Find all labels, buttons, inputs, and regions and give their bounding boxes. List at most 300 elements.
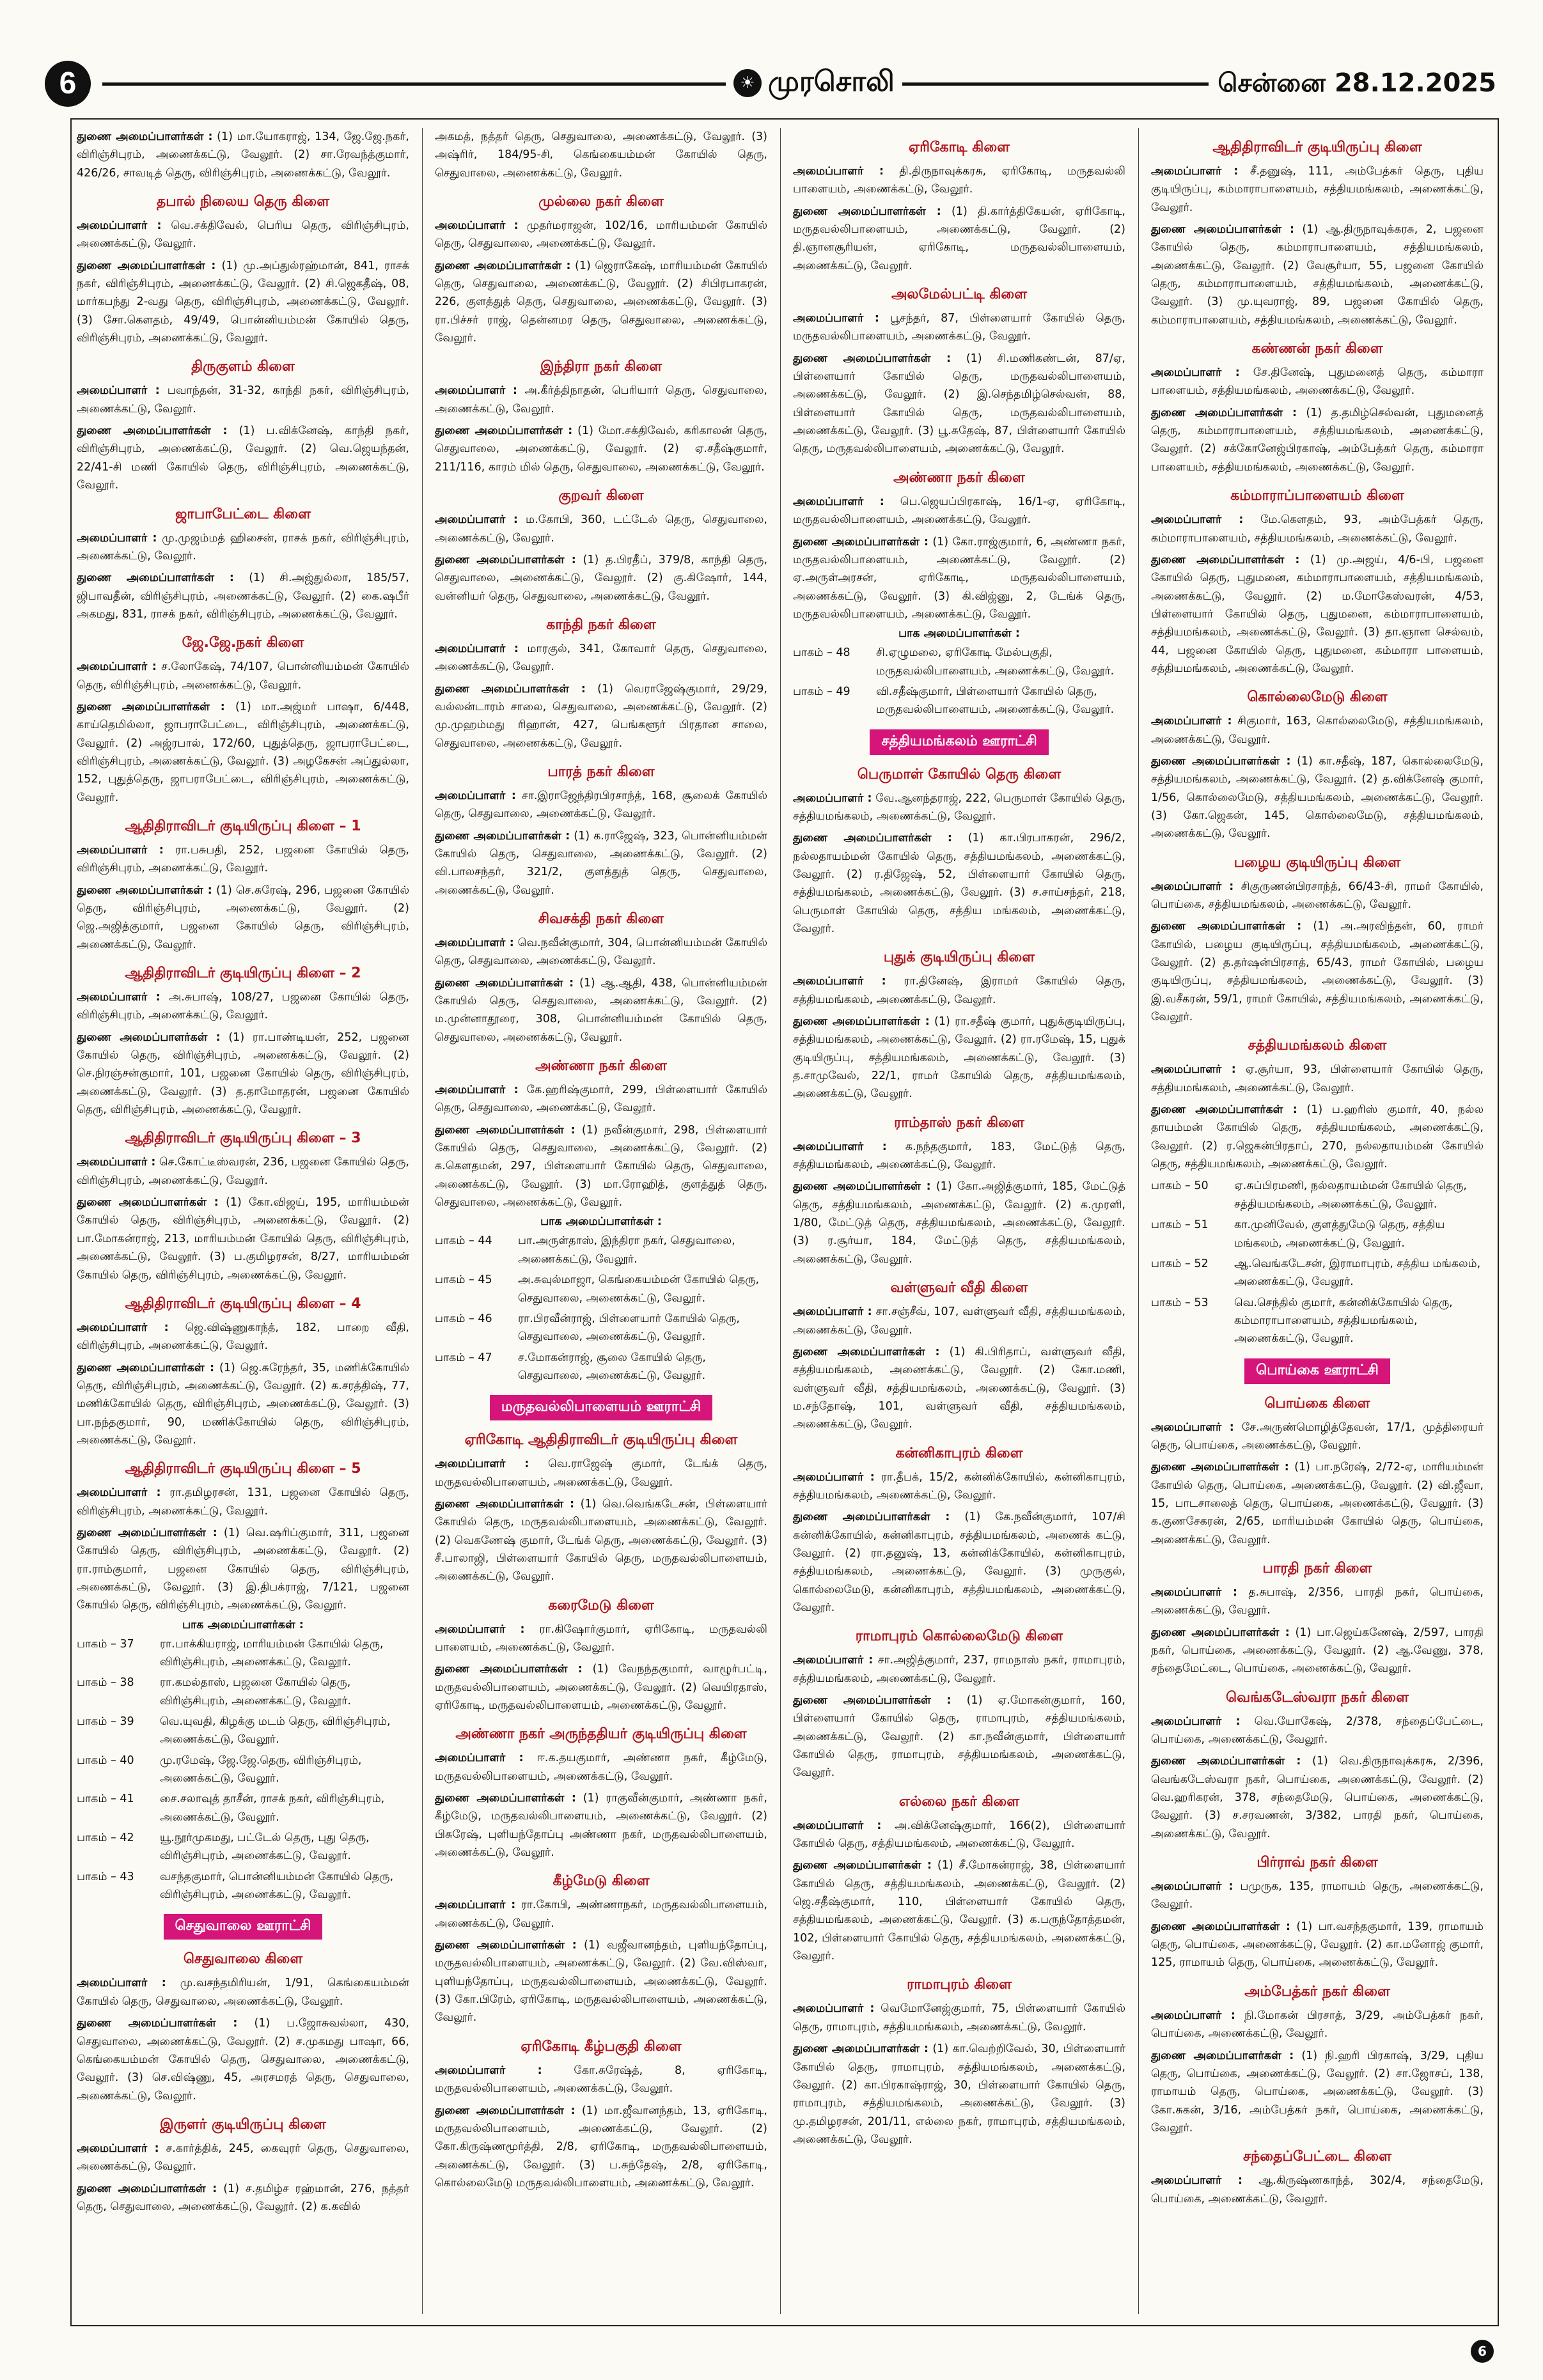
booth-number: பாகம் – 42 [77,1832,134,1845]
panchayat-banner: செதுவாலை ஊராட்சி [164,1914,323,1940]
member-details: சிகுருணன்பிரசாந்த், 66/43-சி, ராமர் கோயில், பொய்கை, சத்தியமங்கலம், அணைக்கட்டு, வேலூர். [1151,880,1484,911]
role-label: அமைப்பாளர் : [435,1622,525,1636]
role-label: துணை அமைப்பாளர்கள் : [1151,2049,1294,2062]
booth-row [77,1868,409,1904]
member-details: தி.திருநாவுக்கரசு, ஏரிகோடி, மருதவல்லி பாளையம், அணைக்கட்டு, வேலூர். [793,165,1125,196]
panchayat-banner: சத்தியமங்கலம் ஊராட்சி [870,729,1048,755]
booth-organiser: ரா.கமல்தாஸ், பஜனை கோயில் தெரு, விரிஞ்சிபுரம், அணைக்கட்டு, வேலூர். [160,1676,351,1707]
column-2 [435,128,767,2314]
member-details: (1) நி.ஹரி பிரகாஷ், 3/29, புதிய தெரு, பொய்கை, அணைக்கட்டு, வேலூர். (2) சா.ஜோசப், 138, ராமாயம் தெரு, பொய்கை, அணைக்கட்டு, வேலூர். (3) கோ.சுகன், 3/16, அம்பேத்கர் நகர், பொய்கை, அணைக்கட்டு, வேலூர். [1151,2049,1484,2135]
member-entry [77,841,409,878]
member-details: (1) வெ.வெங்கடேசன், பிள்ளையார் கோயில் தெரு, மருதவல்லிபாளையம், அணைக்கட்டு, வேலூர். (2) வெகணேஷ் குமார், டேங்க் தெரு, அணைக்கட்டு, வேலூர். (3) சீ.பாலாஜி, பிள்ளையார் கோயில் தெரு, மருதவல்லிபாளையம், அணைக்கட்டு, வேலூர். [435,1497,767,1583]
member-entry [435,787,767,823]
role-label: அமைப்பாளர் : [435,219,519,233]
member-details: (1) ஜெராகேஷ், மாரியம்மன் கோயில் தெரு, செதுவாலை, அணைக்கட்டு, வேலூர். (2) சிபிரபாகரன், 226, குளத்துத் தெரு, செதுவாலை, அணைக்கட்டு, வேலூர். (3) ரா.பிச்சர் ராஜ், தென்னமர தெரு, செதுவாலை, அணைக்கட்டு, வேலூர். [435,259,767,345]
member-entry [77,128,409,182]
role-label: அமைப்பாளர் : [435,1458,529,1471]
member-entry [793,1468,1125,1505]
booth-number: பாகம் – 37 [77,1637,134,1651]
booth-organiser: ரா.பாக்கியராஜ், மாரியம்மன் கோயில் தெரு, விரிஞ்சிபுரம், அணைக்கட்டு, வேலூர். [160,1637,384,1668]
member-details: (1) கோ.விஜய், 195, மாரியம்மன் கோயில் தெரு, விரிஞ்சிபுரம், அணைக்கட்டு, வேலூர். (2) பா.மோகன்ராஜ், 213, மாரியம்மன் கோயில் தெரு, விரிஞ்சிபுரம், அணைக்கட்டு, வேலூர். (3) ப.குமிழரசன், 8/27, மாரியம்மன் கோயில் தெரு, விரிஞ்சிபுரம், அணைக்கட்டு, வேலூர். [77,1196,409,1282]
member-entry [1151,1101,1484,1173]
member-entry [793,203,1125,275]
booth-section-heading: பாக அமைப்பாளர்கள் : [182,1618,304,1631]
member-entry [435,1896,767,1933]
branch-heading: சிவசக்தி நகர் கிளை [538,911,664,927]
member-entry [435,257,767,348]
booth-row [1151,1216,1484,1252]
member-entry [1151,2007,1484,2043]
member-details: (1) ராகுவீன்குமார், அண்ணா நகர், கீழ்மேடு, மருதவல்லிபாளையம், அணைக்கட்டு, வேலூர். (2) பிசுரேஷ், புளியந்தோப்பு அண்ணா நகர், மருதவல்லிபாளையம், அணைக்கட்டு, வேலூர். [435,1792,767,1860]
member-entry [793,1343,1125,1434]
member-details: வெமோனேஜ்குமார், 75, பிள்ளையார் கோயில் தெரு, ராமாபுரம், சத்தியமங்கலம், அணைக்கட்டு, வேலூர். [793,2002,1125,2034]
member-entry [793,2000,1125,2036]
member-details: (1) சி.அஜ்துல்லா, 185/57, ஜிபாவதீன், விரிஞ்சிபுரம், அணைக்கட்டு, வேலூர். (2) கை.ஷபீர் அகமது, 831, ராசக் நகர், விரிஞ்சிபுரம், அணைக்கட்டு, வேலூர். [77,572,409,621]
branch-heading: ஆதிதிராவிடர் குடியிருப்பு கிளை [1212,139,1422,155]
branch-heading: பொய்கை கிளை [1264,1395,1370,1412]
column-divider [422,128,423,2314]
member-entry [435,1789,767,1862]
booth-row [793,644,1125,680]
member-entry [435,2062,767,2098]
member-details: க.நந்தகுமார், 183, மேட்டுத் தெரு, சத்தியமங்கலம், அணைக்கட்டு, வேலூர். [793,1140,1125,1172]
branch-heading: ராமாபுரம் கொல்லைமேடு கிளை [855,1628,1063,1645]
role-label: துணை அமைப்பாளர்கள் : [793,1694,952,1707]
role-label: துணை அமைப்பாளர்கள் : [435,976,574,990]
member-details: (1) சி.மணிகண்டன், 87/ஏ, பிள்ளையார் கோயில் தெரு, மருதவல்லிபாளையம், அணைக்கட்டு, வேலூர். (2) இ.செந்தமிழ்செல்வன், 88, பிள்ளையார் கோயில் தெரு, மருதவல்லிபாளையம், அணைக்கட்டு, வேலூர். (3) பூ.சுதேஷ், 87, பிள்ளையார் கோயில் தெரு, மருதவல்லிபாளையம், அணைக்கட்டு, வேலூர். [793,352,1125,456]
member-entry [77,217,409,253]
role-label: அமைப்பாளர் : [435,642,519,655]
role-label: துணை அமைப்பாளர்கள் : [77,1196,219,1209]
role-label: அமைப்பாளர் : [77,1156,156,1169]
member-details: சே.தினேஷ், புதுமனைத் தெரு, கம்மாரா பாளையம், சத்தியமங்கலம், அணைக்கட்டு, வேலூர். [1151,366,1484,398]
branch-heading: இருளர் குடியிருப்பு கிளை [160,2116,326,2133]
branch-heading: கரைமேடு கிளை [548,1597,654,1614]
member-details: (1) ஜெ.சுரேந்தர், 35, மணிக்கோயில் தெரு, விரிஞ்சிபுரம், அணைக்கட்டு, வேலூர். (2) க.சரத்திஷ், 77, மணிக்கோயில் தெரு, விரிஞ்சிபுரம், அணைக்கட்டு, வேலூர். (3) பா.நந்தகுமார், 90, மணிக்கோயில் தெரு, விரிஞ்சிபுரம், அணைக்கட்டு, வேலூர். [77,1361,409,1447]
member-details: ரா.தமிழரசன், 131, பஜனை கோயில் தெரு, விரிஞ்சிபுரம், அணைக்கட்டு, வேலூர். [77,1486,409,1518]
role-label: அமைப்பாளர் : [793,165,884,178]
member-entry [793,1651,1125,1688]
booth-number: பாகம் – 47 [435,1351,492,1364]
role-label: அமைப்பாளர் : [77,384,160,398]
member-details: ஜெ.விஷ்ணுகாந்த், 182, பாறை வீதி, விரிஞ்சிபுரம், அணைக்கட்டு, வேலூர். [77,1321,409,1353]
booth-organiser: வெ.செந்தில் குமார், கன்னிக்கோயில் தெரு, கம்மாராபாளையம், சத்தியமங்கலம், அணைக்கட்டு, வேலூர். [1234,1296,1453,1346]
branch-heading: ஆதிதிராவிடர் குடியிருப்பு கிளை – 1 [125,818,361,834]
member-details: (1) கோ.அஜித்குமார், 185, மேட்டுத் தெரு, சத்தியமங்கலம், அணைக்கட்டு, வேலூர். (2) க.முரளி, 1/80, மேட்டுத் தெரு, சத்தியமங்கலம், அணைக்கட்டு, வேலூர். (3) ர.சூர்யா, 184, மேட்டுத் தெரு, சத்தியமங்கலம், அணைக்கட்டு, வேலூர். [793,1180,1125,1266]
member-entry [793,309,1125,346]
booth-row [77,1713,409,1749]
member-entry [793,493,1125,529]
member-entry [793,1856,1125,1965]
member-details: முதர்மராஜன், 102/16, மாரியம்மன் கோயில் தெரு, செதுவாலை, அணைக்கட்டு, வேலூர். [435,219,767,251]
member-entry [77,1524,409,1615]
booth-number: பாகம் – 43 [77,1870,134,1883]
role-label: துணை அமைப்பாளர்கள் : [77,1361,215,1374]
member-entry [77,988,409,1025]
booth-organiser: யூ.நூர்முகமது, பட்டேல் தெரு, புது தெரு, விரிஞ்சிபுரம், அணைக்கட்டு, வேலூர். [160,1832,370,1863]
branch-heading: காந்தி நகர் கிளை [546,616,656,633]
branch-heading: பழைய குடியிருப்பு கிளை [1234,854,1401,871]
member-details: (1) ஏ.மோகன்குமார், 160, பிள்ளையார் கோயில் தெரு, ராமாபுரம், சத்தியமங்கலம், அணைக்கட்டு, வேலூர். (2) கா.நவீன்குமார், பிள்ளையார் கோயில் தெரு, ராமாபுரம், சத்தியமங்கலம், அணைக்கட்டு, வேலூர். [793,1694,1125,1780]
member-details: ரா.தீபக், 15/2, கன்னிக்கோயில், கன்னிகாபுரம், சத்தியமங்கலம், அணைக்கட்டு, வேலூர். [793,1470,1125,1502]
role-label: அமைப்பாளர் : [77,1977,166,1990]
booth-number: பாகம் – 40 [77,1754,134,1767]
member-details: வெ.நவீன்குமார், 304, பொன்னியம்மன் கோயில் தெரு, செதுவாலை, அணைக்கட்டு, வேலூர். [435,937,767,968]
booth-organiser: கா.முனிவேல், குளத்துமேடு தெரு, சத்திய மங்கலம், அணைக்கட்டு, வேலூர். [1234,1218,1445,1250]
member-details: சே.அருண்மொழித்தேவன், 17/1, முத்திரையர் தெரு, பொய்கை, அணைக்கட்டு, வேலூர். [1151,1420,1484,1452]
branch-heading: பெருமாள் கோயில் தெரு கிளை [857,766,1061,782]
member-details: (1) பா.வசந்தகுமார், 139, ராமாயம் தெரு, பொய்கை, அணைக்கட்டு, வேலூர். (2) கா.மனோஜ் குமார், 125, ராமாயம் தெரு, பொய்கை, அணைக்கட்டு, வேலூர். [1151,1920,1484,1970]
member-entry [793,1178,1125,1268]
role-label: அமைப்பாளர் : [1151,1585,1238,1599]
member-details: ம.கோபி, 360, டட்டேல் தெரு, செதுவாலை, அணைக்கட்டு, வேலூர். [435,513,767,545]
booth-row [435,1232,767,1268]
member-details: ச.கார்த்திக், 245, கைவுரர் தெரு, செதுவாலை, அணைக்கட்டு, வேலூர். [77,2142,409,2174]
member-entry [1151,1419,1484,1455]
booth-organiser: சி.ஏழுமலை, ஏரிகோடி மேல்பகுதி, மருதவல்லிபாளையம், அணைக்கட்டு, வேலூர். [876,646,1115,678]
member-entry [435,1749,767,1785]
role-label: அமைப்பாளர் : [1151,165,1239,178]
member-details: (1) ஆ.ஆதி, 438, பொன்னியம்மன் கோயில் தெரு, செதுவாலை, அணைக்கட்டு, வேலூர். (2) ம.முன்னாதூரை, 308, பொன்னியம்மன் கோயில் தெரு, செதுவாலை, அணைக்கட்டு, வேலூர். [435,976,767,1044]
member-details: (1) நவீன்குமார், 298, பிள்ளையார் கோயில் தெரு, செதுவாலை, அணைக்கட்டு, வேலூர். (2) க.கௌதமன், 297, பிள்ளையார் கோயில் தெரு, செதுவாலை, அணைக்கட்டு, வேலூர். (3) மா.ரோஹித், குளத்துத் தெரு, செதுவாலை, அணைக்கட்டு, வேலூர். [435,1123,767,1209]
branch-heading: கீழ்மேடு கிளை [552,1873,650,1890]
role-label: அமைப்பாளர் : [1151,1880,1234,1894]
role-label: அமைப்பாளர் : [77,660,157,674]
member-details: ரா.கிஷோர்குமார், ஏரிகோடி, மருதவல்லி பாளையம், அணைக்கட்டு, வேலூர். [435,1622,767,1654]
member-details: (1) தி.கார்த்திகேயன், ஏரிகோடி, மருதவல்லிபாளையம், அணைக்கட்டு, வேலூர். (2) தி.ஞானசூரியன், ஏரிகோடி, மருதவல்லிபாளையம், அணைக்கட்டு, வேலூர். [793,205,1125,272]
member-details: (1) அ.அரவிந்தன், 60, ராமர் கோயில், பழைய குடியிருப்பு, சத்தியமங்கலம், அணைக்கட்டு, வேலூர். (2) த.தர்ஷன்பிரசாத், 65/43, ராமர் கோயில், பழைய குடியிருப்பு, சத்தியமங்கலம், அணைக்கட்டு, வேலூர். (3) இ.வசீகரன், 59/1, ராமர் கோயில், சத்தியமங்கலம், அணைக்கட்டு, வேலூர். [1151,920,1484,1024]
member-details: (1) வஜீவானந்தம், புளியந்தோப்பு, மருதவல்லிபாளையம், அணைக்கட்டு, வேலூர். (2) வே.விஸ்வா, புளியந்தோப்பு, மருதவல்லிபாளையம், அணைக்கட்டு, வேலூர். (3) கோ.பிரேம், ஏரிகோடி, மருதவல்லிபாளையம், அணைக்கட்டு, வேலூர். [435,1939,767,2025]
member-details: சா.சஞ்சீவ், 107, வள்ளுவர் வீதி, சத்தியமங்கலம், அணைக்கட்டு, வேலூர். [793,1305,1125,1337]
branch-heading: ஜே.ஜே.நகர் கிளை [182,635,304,651]
member-entry [1151,221,1484,329]
member-entry [1151,511,1484,547]
role-label: துணை அமைப்பாளர்கள் : [793,1859,932,1872]
member-entry [1151,1061,1484,1097]
member-entry [793,350,1125,458]
member-details: மு.முஜம்மத் ஹிசைன், ராசக் நகர், விரிஞ்சிபுரம், அணைக்கட்டு, வேலூர். [77,531,409,563]
booth-organiser: வி.சதீஷ்குமார், பிள்ளையார் கோயில் தெரு, மருதவல்லிபாளையம், அணைக்கட்டு, வேலூர். [876,685,1115,717]
member-entry [1151,1624,1484,1678]
member-details: (1) த.தமிழ்செல்வன், புதுமனைத் தெரு, கம்மாராபாளையம், சத்தியமங்கலம், அணைக்கட்டு, வேலூர். (2) சக்கோனேஜ்பிரகாஷ், அம்பேத்கர் தெரு, கம்மாரா பாளையம், சத்தியமங்கலம், அணைக்கட்டு, வேலூர். [1151,406,1484,474]
booth-organiser: அ.சுவுல்மாஜா, கெங்கையம்மன் கோயில் தெரு, செதுவாலை, அணைக்கட்டு, வேலூர். [518,1273,760,1305]
member-entry [793,829,1125,938]
role-label: அமைப்பாளர் : [1151,513,1244,527]
role-label: அமைப்பாளர் : [77,1486,161,1500]
member-details: நி.மோகன் பிரசாத், 3/29, அம்பேத்கர் நகர், பொய்கை, அணைக்கட்டு, வேலூர். [1151,2009,1484,2041]
member-entry [793,789,1125,826]
member-details: செ.கோட்டீஸ்வரன், 236, பஜனை கோயில் தெரு, விரிஞ்சிபுரம், அணைக்கட்டு, வேலூர். [77,1156,409,1187]
member-details: பூசந்தர், 87, பிள்ளையார் கோயில் தெரு, மருதவல்லிபாளையம், அணைக்கட்டு, வேலூர். [793,312,1125,343]
member-details: ரா.தினேஷ், இராமர் கோயில் தெரு, சத்தியமங்கலம், அணைக்கட்டு, வேலூர். [793,975,1125,1006]
branch-heading: வெங்கடேஸ்வரா நகர் கிளை [1226,1689,1409,1706]
member-entry [435,217,767,253]
role-label: துணை அமைப்பாளர்கள் : [435,2104,576,2117]
member-details: அ.சுபாஷ், 108/27, பஜனை கோயில் தெரு, விரிஞ்சிபுரம், அணைக்கட்டு, வேலூர். [77,991,409,1022]
branch-heading: சந்தைப்பேட்டை கிளை [1243,2149,1391,2165]
booth-number: பாகம் – 41 [77,1793,134,1806]
member-entry [1151,162,1484,217]
role-label: அமைப்பாளர் : [793,1819,882,1832]
role-label: அமைப்பாளர் : [435,937,514,949]
booth-number: பாகம் – 51 [1151,1218,1209,1232]
member-entry [1151,1583,1484,1620]
member-entry [77,1319,409,1355]
role-label: அமைப்பாளர் : [435,2064,542,2077]
booth-number: பாகம் – 52 [1151,1257,1209,1270]
member-details: (1) மு.அஜய், 4/6-பி, பஜனை கோயில் தெரு, புதுமனை, கம்மாராபாளையம், சத்தியமங்கலம், அணைக்கட்டு, வேலூர். (2) ம.மோகேஸ்வரன், 4/53, பிள்ளையார் கோயில் தெரு, புதுமனை, கம்மாராபாளையம், சத்தியமங்கலம், அணைக்கட்டு, வேலூர். (3) தா.ஞான செல்வம், 44, பஜனை கோயில் தெரு, புதுமனை, கம்மாரா பாளையம், சத்தியமங்கலம், அணைக்கட்டு, வேலூர். [1151,553,1484,675]
branch-heading: அலமேல்பட்டி கிளை [891,286,1028,303]
member-entry [77,1029,409,1119]
booth-section-heading: பாக அமைப்பாளர்கள் : [540,1215,662,1229]
member-entry [77,529,409,566]
column-3 [793,128,1125,2314]
member-entry [77,698,409,807]
member-entry [77,382,409,418]
branch-heading: கன்னிகாபுரம் கிளை [895,1445,1023,1461]
role-label: துணை அமைப்பாளர்கள் : [435,1663,583,1676]
role-label: துணை அமைப்பாளர்கள் : [793,1345,940,1358]
member-details: (1) மு.அப்துல்ரஹ்மான், 841, ராசக் நகர், விரிஞ்சிபுரம், அணைக்கட்டு, வேலூர். (2) சி.ஜெகதீஷ், 08, மார்கபந்து 2-வது தெரு, விரிஞ்சிபுரம், அணைக்கட்டு, வேலூர். (3) சோ.கௌதம், 49/49, பொன்னியம்மன் கோயில் தெரு, விரிஞ்சிபுரம், அணைக்கட்டு, வேலூர். [77,259,409,345]
column-1 [77,128,409,2314]
page-number-badge: 6 [45,61,91,107]
branch-heading: இந்திரா நகர் கிளை [540,359,662,375]
member-details: சீ.தனுஷ், 111, அம்பேத்கர் தெரு, புதிய குடியிருப்பு, கம்மாராபாளையம், சத்தியமங்கலம், அணைக்கட்டு, வேலூர். [1151,165,1484,214]
booth-row [435,1310,767,1346]
role-label: அமைப்பாளர் : [793,1305,872,1319]
booth-organiser: பா.அருள்தாஸ், இந்திரா நகர், செதுவாலை, அணைக்கட்டு, வேலூர். [518,1234,735,1266]
member-details: (1) க.ராஜேஷ், 323, பொன்னியம்மன் கோயில் தெரு, செதுவாலை, அணைக்கட்டு, வேலூர். (2) வி.பாலசந்தர், 321/2, குளத்துத் தெரு, செதுவாலை, அணைக்கட்டு, வேலூர். [435,829,767,897]
member-entry [1151,364,1484,400]
role-label: துணை அமைப்பாளர்கள் : [435,553,576,566]
member-details: (1) ச.தமிழ்ச ரஹ்மான், 276, நத்தர் தெரு, செதுவாலை, அணைக்கட்டு, வேலூர். (2) க.கவில் [77,2182,409,2213]
member-entry [77,422,409,494]
booth-organiser: ரா.பிரவீன்ராஜ், பிள்ளையார் கோயில் தெரு, செதுவாலை, அணைக்கட்டு, வேலூர். [518,1312,740,1344]
role-label: அமைப்பாளர் : [77,1321,169,1334]
booth-row [435,1349,767,1385]
member-entry [1151,404,1484,476]
panchayat-banner: பொய்கை ஊராட்சி [1244,1358,1390,1384]
role-label: துணை அமைப்பாளர்கள் : [435,682,586,696]
footer-page-number: 6 [1471,2340,1494,2363]
member-details: (1) மோ.சக்திவேல், கரிகாலன் தெரு, செதுவாலை, அணைக்கட்டு, வேலூர். (2) ஏ.சதீஷ்குமார், 211/116, காரம் மில் தெரு, செதுவாலை, அணைக்கட்டு, வேலூர். [435,424,767,474]
member-entry [77,2140,409,2176]
role-label: துணை அமைப்பாளர்கள் : [77,1526,217,1539]
member-entry [435,382,767,418]
booth-number: பாகம் – 45 [435,1273,492,1287]
branch-heading: முல்லை நகர் கிளை [538,194,664,210]
booth-row [77,1752,409,1788]
booth-row [1151,1294,1484,1348]
branch-heading: கம்மாராப்பாளையம் கிளை [1230,488,1404,504]
booth-row [77,1790,409,1826]
role-label: அமைப்பாளர் : [1151,2009,1235,2022]
member-details: ச.லோகேஷ், 74/107, பொன்னியம்மன் கோயில் தெரு, விரிஞ்சிபுரம், அணைக்கட்டு, வேலூர். [77,660,409,692]
member-entry [435,128,767,182]
member-details: பமுருக, 135, ராமாயம் தெரு, அணைக்கட்டு, வேலூர். [1151,1880,1484,1911]
member-entry [1151,1458,1484,1549]
branch-heading: ஏரிகோடி கீழ்பகுதி கிளை [521,2038,682,2055]
branch-heading: பாரத் நகர் கிளை [547,763,655,780]
role-label: அமைப்பாளர் : [77,843,164,857]
member-entry [1151,1752,1484,1843]
member-entry [793,1303,1125,1339]
member-details: (1) வெ.திருநாவுக்கரசு, 2/396, வெங்கடேஸ்வரா நகர், பொய்கை, அணைக்கட்டு, வேலூர். (2) வெ.ஹரிகரன், 378, சந்தைமேடு, பொய்கை, அணைக்கட்டு, வேலூர். (3) ச.சரவணன், 3/382, பாரதி நகர், பொய்கை, அணைக்கட்டு, வேலூர். [1151,1755,1484,1840]
member-entry [1151,878,1484,914]
member-entry [77,569,409,623]
branch-heading: அண்ணா நகர் கிளை [893,469,1025,486]
role-label: துணை அமைப்பாளர்கள் : [793,1015,930,1029]
masthead-logo [726,61,902,105]
member-entry [77,1153,409,1190]
role-label: துணை அமைப்பாளர்கள் : [1151,1626,1290,1639]
branch-heading: ஏரிகோடி கிளை [908,139,1010,155]
role-label: அமைப்பாளர் : [1151,366,1240,380]
member-entry [435,1081,767,1117]
booth-organiser: வெ.யுவதி, கிழக்கு மடம் தெரு, விரிஞ்சிபுரம், அணைக்கட்டு, வேலூர். [160,1715,391,1746]
branch-heading: ஆதிதிராவிடர் குடியிருப்பு கிளை – 3 [125,1130,361,1147]
sun-emblem-icon: ☀ [733,69,762,97]
branch-heading: கண்ணன் நகர் கிளை [1251,341,1383,357]
member-details: அ.கீர்த்திநாதன், பெரியார் தெரு, செதுவாலை, அணைக்கட்டு, வேலூர். [435,384,767,416]
dateline: சென்னை 28.12.2025 [1209,61,1496,105]
role-label: அமைப்பாளர் : [435,1084,519,1097]
member-entry [793,1013,1125,1103]
member-details: (1) கா.சதீஷ், 187, கொல்லைமேடு, சத்தியமங்கலம், அணைக்கட்டு, வேலூர். (2) த.விக்னேஷ் குமார், 1/56, கொல்லைமேடு, சத்தியமங்கலம், அணைக்கட்டு, வேலூர். (3) கோ.ஜெகன், 145, கொல்லைமேடு, சத்தியமங்கலம், அணைக்கட்டு, வேலூர். [1151,754,1484,841]
panchayat-banner: மருதவல்லிபாளையம் ஊராட்சி [490,1395,712,1420]
member-entry [793,1138,1125,1174]
member-entry [435,974,767,1046]
role-label: அமைப்பாளர் : [793,975,886,988]
member-details: (1) வெ.ஷரிப்குமார், 311, பஜனை கோயில் தெரு, விரிஞ்சிபுரம், அணைக்கட்டு, வேலூர். (2) ரா.ராம்குமார், பஜனை கோயில் தெரு, விரிஞ்சிபுரம், அணைக்கட்டு, வேலூர். (3) இ.திபக்ராஜ், 7/121, பஜனை கோயில் தெரு, விரிஞ்சிபுரம், அணைக்கட்டு, வேலூர். [77,1526,409,1612]
role-label: அமைப்பாளர் : [793,1470,875,1484]
member-entry [435,680,767,752]
member-details: ஏ.சூர்யா, 93, பிள்ளையார் கோயில் தெரு, சத்தியமங்கலம், அணைக்கட்டு, வேலூர். [1151,1063,1484,1094]
member-details: பெ.ஜெயப்பிரகாஷ், 16/1-ஏ, ஏரிகோடி, மருதவல்லிபாளையம், அணைக்கட்டு, வேலூர். [793,495,1125,527]
member-entry [793,2040,1125,2149]
role-label: துணை அமைப்பாளர்கள் : [77,883,212,897]
role-label: அமைப்பாளர் : [77,219,162,233]
role-label: துணை அமைப்பாளர்கள் : [435,829,570,843]
member-entry [1151,1918,1484,1972]
role-label: துணை அமைப்பாளர்கள் : [435,259,571,272]
member-entry [1151,1713,1484,1749]
member-details: (1) கே.நவீன்குமார், 107/சி கன்னிக்கோயில், கன்னிகாபுரம், சத்தியமங்கலம், அணைக் கட்டு, வேலூர். (2) ரா.தனுஷ், 13, கன்னிக்கோயில், கன்னிகாபுரம், சத்தியமங்கலம், அணைக்கட்டு, வேலூர். (3) முருகுல், கொல்லைமேடு, கன்னிகாபுரம், சத்தியமங்கலம், அணைக்கட்டு, வேலூர். [793,1511,1125,1614]
role-label: துணை அமைப்பாளர்கள் : [435,1123,576,1137]
booth-section-heading: பாக அமைப்பாளர்கள் : [898,627,1020,641]
member-entry [793,972,1125,1009]
booth-number: பாகம் – 53 [1151,1296,1209,1309]
branch-heading: திருகுளம் கிளை [191,359,295,375]
booth-number: பாகம் – 44 [435,1234,492,1248]
role-label: துணை அமைப்பாளர்கள் : [435,1792,576,1805]
booth-row [435,1271,767,1307]
role-label: துணை அமைப்பாளர்கள் : [77,572,234,585]
booth-number: பாகம் – 46 [435,1312,492,1325]
member-details: (1) மா.யோகராஜ், 134, ஜே.ஜே.நகர், விரிஞ்சிபுரம், அணைக்கட்டு, வேலூர். (2) சா.ரேவந்த்குமார், 426/26, சாவடித் தெரு, விரிஞ்சிபுரம், அணைக்கட்டு, வேலூர். [77,130,409,180]
role-label: அமைப்பாளர் : [435,1752,524,1765]
branch-heading: வள்ளுவர் வீதி கிளை [890,1280,1028,1296]
booth-row [77,1829,409,1865]
branch-heading: தபால் நிலைய தெரு கிளை [156,194,330,210]
role-label: துணை அமைப்பாளர்கள் : [77,259,216,272]
branch-heading: ஆதிதிராவிடர் குடியிருப்பு கிளை – 2 [125,965,361,982]
role-label: அமைப்பாளர் : [77,531,157,545]
member-entry [793,162,1125,199]
member-entry [435,2102,767,2193]
role-label: துணை அமைப்பாளர்கள் : [77,2017,238,2030]
member-entry [77,1974,409,2011]
member-details: (1) பா.நரேஷ், 2/72-ஏ, மாரியம்மன் கோயில் தெரு, பொய்கை, அணைக்கட்டு, வேலூர். (2) வி.ஜீவா, 15, பாடசாலைத் தெரு, பொய்கை, அணைக்கட்டு, வேலூர். (3) க.குணசேகரன், 2/65, மாரியம்மன் கோயில் தெரு, பொய்கை, அணைக்கட்டு, வேலூர். [1151,1461,1484,1546]
booth-organiser: மு.ரமேஷ், ஜே.ஜே.தெரு, விரிஞ்சிபுரம், அணைக்கட்டு, வேலூர். [160,1754,362,1785]
branch-heading: ஜாபாபேட்டை கிளை [175,506,311,522]
branch-heading: குறவர் கிளை [558,488,644,504]
member-entry [435,1121,767,1212]
member-details: அகமத், நத்தர் தெரு, செதுவாலை, அணைக்கட்டு, வேலூர். (3) அஷ்ரிர், 184/95-சி, கெங்கையம்மன் கோயில் தெரு, செதுவாலை, அணைக்கட்டு, வேலூர். [435,130,767,180]
booth-row [1151,1177,1484,1213]
booth-organiser: வசந்தகுமார், பொன்னியம்மன் கோயில் தெரு, விரிஞ்சிபுரம், அணைக்கட்டு, வேலூர். [160,1870,394,1902]
member-entry [793,533,1125,624]
branch-heading: ஆதிதிராவிடர் குடியிருப்பு கிளை – 5 [125,1461,361,1477]
role-label: துணை அமைப்பாளர்கள் : [1151,1461,1289,1474]
role-label: அமைப்பாளர் : [793,791,872,805]
member-details: சிகுமார், 163, கொல்லைமேடு, சத்தியமங்கலம், அணைக்கட்டு, வேலூர். [1151,715,1484,746]
member-details: (1) வேநந்தகுமார், வாழூர்பட்டி, மருதவல்லிபாளையம், அணைக்கட்டு, வேலூர். (2) வெயிரதாஸ், ஏரிகோடி, மருதவல்லிபாளையம், அணைக்கட்டு, வேலூர். [435,1663,767,1712]
branch-heading: ஏரிகோடி ஆதிதிராவிடர் குடியிருப்பு கிளை [464,1432,738,1449]
role-label: அமைப்பாளர் : [793,1140,887,1153]
role-label: துணை அமைப்பாளர்கள் : [1151,920,1302,933]
role-label: துணை அமைப்பாளர்கள் : [77,700,225,713]
booth-number: பாகம் – 38 [77,1676,134,1690]
role-label: அமைப்பாளர் : [77,991,161,1004]
role-label: துணை அமைப்பாளர்கள் : [793,535,928,548]
role-label: அமைப்பாளர் : [793,1654,873,1667]
member-details: பவாந்தன், 31-32, காந்தி நகர், விரிஞ்சிபுரம், அணைக்கட்டு, வேலூர். [77,384,409,416]
member-entry [1151,752,1484,843]
role-label: துணை அமைப்பாளர்கள் : [793,2042,928,2056]
role-label: அமைப்பாளர் : [1151,715,1232,728]
member-entry [435,827,767,899]
member-details: (1) த.பிரதீப், 379/8, காந்தி தெரு, செதுவாலை, அணைக்கட்டு, வேலூர். (2) கு.கிஷோர், 144, வன்னியர் தெரு, செதுவாலை, அணைக்கட்டு, வேலூர். [435,553,767,603]
role-label: துணை அமைப்பாளர்கள் : [1151,223,1295,237]
member-details: (1) செ.சுரேஷ், 296, பஜனை கோயில் தெரு, விரிஞ்சிபுரம், அணைக்கட்டு, வேலூர். (2) ஜெ.அஜித்குமார், பஜனை கோயில் தெரு, விரிஞ்சிபுரம், அணைக்கட்டு, வேலூர். [77,883,409,951]
member-details: மு.வசந்தமிரியன், 1/91, கெங்கையம்மன் கோயில் தெரு, செதுவாலை, அணைக்கட்டு, வேலூர். [77,1977,409,2008]
branch-heading: அம்பேத்கர் நகர் கிளை [1244,1983,1390,2000]
booth-row [77,1635,409,1672]
member-entry [77,1484,409,1520]
member-entry [435,1936,767,2027]
booth-row [77,1674,409,1710]
member-details: மாரகுல், 341, கோவார் தெரு, செதுவாலை, அணைக்கட்டு, வேலூர். [435,642,767,674]
member-entry [77,1194,409,1284]
role-label: துணை அமைப்பாளர்கள் : [1151,406,1297,419]
member-details: (1) ப.விக்னேஷ், காந்தி நகர், விரிஞ்சிபுரம், அணைக்கட்டு, வேலூர். (2) வெ.ஜெயந்தன், 22/41-சி மணி கோயில் தெரு, விரிஞ்சிபுரம், அணைக்கட்டு, வேலூர். [77,424,409,492]
member-details: ஈ.க.தயகுமார், அண்ணா நகர், கீழ்மேடு, மருதவல்லிபாளையம், அணைக்கட்டு, வேலூர். [435,1752,767,1783]
booth-organiser: ஏ.சுப்பிரமணி, நல்லதாயம்மன் கோயில் தெரு, சத்தியமங்கலம், அணைக்கட்டு, வேலூர். [1234,1179,1467,1211]
member-entry [1151,2172,1484,2208]
member-details: சா.இராஜேந்திரபிரசாந்த், 168, சூலைக் கோயில் தெரு, செதுவாலை, அணைக்கட்டு, வேலூர். [435,789,767,821]
member-entry [77,658,409,694]
member-entry [77,2180,409,2216]
role-label: அமைப்பாளர் : [1151,1063,1236,1077]
masthead [45,61,1496,99]
booth-row [1151,1255,1484,1291]
member-details: (1) சீ.மோகன்ராஜ், 38, பிள்ளையார் கோயில் தெரு, சத்தியமங்கலம், அணைக்கட்டு, வேலூர். (2) ஜெ.சதீஷ்குமார், 110, பிள்ளையார் கோயில் தெரு, சத்தியமங்கலம், அணைக்கட்டு, வேலூர். (3) க.பருந்தோத்தமன், 102, பிள்ளையார் கோயில் தெரு, சத்தியமங்கலம், அணைக்கட்டு, வேலூர். [793,1859,1125,1963]
role-label: அமைப்பாளர் : [793,495,884,508]
role-label: துணை அமைப்பாளர்கள் : [793,205,941,218]
role-label: துணை அமைப்பாளர்கள் : [435,1939,577,1952]
booth-number: பாகம் – 39 [77,1715,134,1729]
